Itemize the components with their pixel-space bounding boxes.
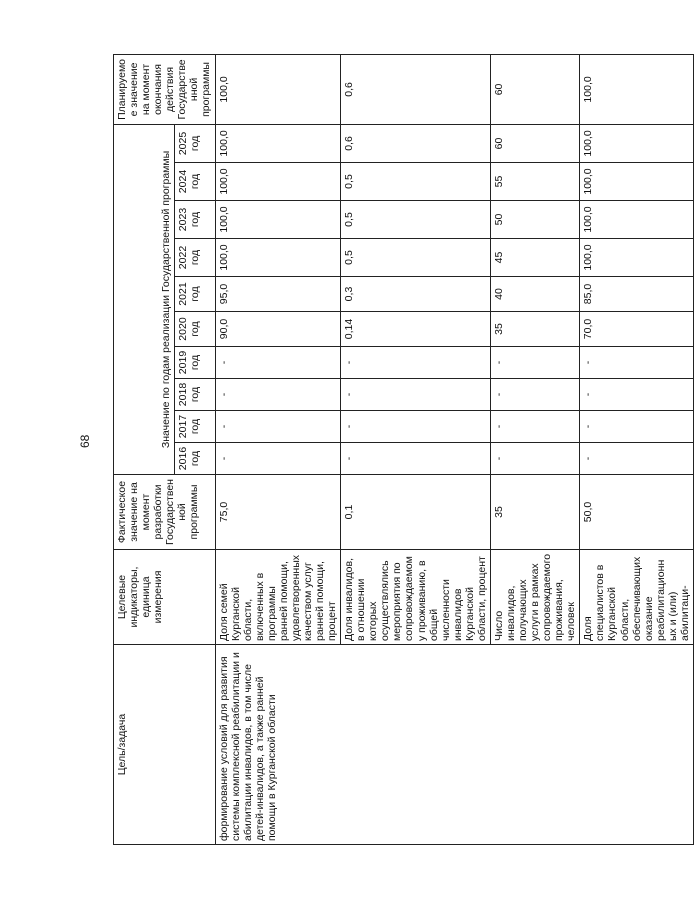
year-value: 100,0 (215, 124, 341, 162)
year-value: - (215, 411, 341, 443)
year-value: - (215, 443, 341, 475)
year-header: 2017 год (175, 411, 215, 443)
year-value: - (341, 443, 491, 475)
year-value: 50 (490, 201, 579, 239)
year-value: 100,0 (580, 239, 694, 277)
year-value: - (490, 379, 579, 411)
year-header: 2020 год (175, 312, 215, 347)
year-header: 2016 год (175, 443, 215, 475)
year-value: - (490, 347, 579, 379)
year-value: - (215, 347, 341, 379)
year-value: - (580, 411, 694, 443)
year-value: - (580, 443, 694, 475)
year-value: - (490, 411, 579, 443)
year-value: 100,0 (215, 201, 341, 239)
planned-value: 100,0 (580, 54, 694, 124)
year-value: 0,5 (341, 163, 491, 201)
year-header: 2018 год (175, 379, 215, 411)
year-value: 95,0 (215, 277, 341, 312)
planned-value: 100,0 (215, 54, 341, 124)
year-value: - (341, 411, 491, 443)
indicator-cell: Число инвалидов, получающих услуги в рамках сопровождаемого проживания, человек (490, 550, 579, 645)
indicator-cell: Доля специалистов в Курганской области, обеспечивающих оказание реабилитационных и (или) абилитаци- (580, 550, 694, 645)
year-value: 60 (490, 124, 579, 162)
year-value: 100,0 (580, 124, 694, 162)
year-value: - (490, 443, 579, 475)
year-value: 45 (490, 239, 579, 277)
year-value: 40 (490, 277, 579, 312)
year-value: - (215, 379, 341, 411)
year-header: 2022 год (175, 239, 215, 277)
header-indicator: Целевые индикаторы, единица измерения (114, 550, 216, 645)
year-value: 100,0 (580, 201, 694, 239)
year-value: 70,0 (580, 312, 694, 347)
year-value: - (341, 379, 491, 411)
year-value: 0,5 (341, 201, 491, 239)
year-value: 100,0 (215, 163, 341, 201)
indicator-cell: Доля инвалидов, в отношении которых осуществлялись мероприятия по сопровождаемому проживанию, в общей численности инвалидов Курганской области, процент (341, 550, 491, 645)
page-number: 68 (78, 434, 92, 448)
year-value: - (580, 347, 694, 379)
actual-value: 35 (490, 475, 579, 550)
year-header: 2025 год (175, 124, 215, 162)
year-value: 100,0 (215, 239, 341, 277)
actual-value: 50,0 (580, 475, 694, 550)
indicator-cell: Доля семей Курганской области, включенных в программы ранней помощи, удовлетворенных качеством услуг ранней помощи, процент (215, 550, 341, 645)
year-value: 85,0 (580, 277, 694, 312)
header-planned: Планируемое значение на момент окончания действия Государственной программы (114, 54, 216, 124)
year-header: 2024 год (175, 163, 215, 201)
actual-value: 75,0 (215, 475, 341, 550)
year-value: 35 (490, 312, 579, 347)
indicators-table (113, 54, 694, 845)
year-value: 90,0 (215, 312, 341, 347)
year-value: - (341, 347, 491, 379)
planned-value: 60 (490, 54, 579, 124)
header-actual: Фактическое значение на момент разработки Государственной программы (114, 475, 216, 550)
year-value: 0,3 (341, 277, 491, 312)
year-header: 2019 год (175, 347, 215, 379)
planned-value: 0,6 (341, 54, 491, 124)
year-header: 2023 год (175, 201, 215, 239)
year-value: 55 (490, 163, 579, 201)
year-value: - (580, 379, 694, 411)
rotated-table-container (113, 55, 691, 845)
year-value: 0,6 (341, 124, 491, 162)
year-value: 0,14 (341, 312, 491, 347)
year-header: 2021 год (175, 277, 215, 312)
year-value: 100,0 (580, 163, 694, 201)
year-value: 0,5 (341, 239, 491, 277)
goal-cell: формирование условий для развития системы комплексной реабилитации и абилитации инвалидов, в том числе детей-инвалидов, а также ранней помощи в Курганской области (215, 645, 693, 845)
header-by-years: Значение по годам реализации Государственной программы (114, 124, 175, 474)
header-row-1 (114, 54, 175, 844)
actual-value: 0,1 (341, 475, 491, 550)
header-goal: Цель/задача (114, 645, 216, 845)
table-row (215, 54, 341, 844)
